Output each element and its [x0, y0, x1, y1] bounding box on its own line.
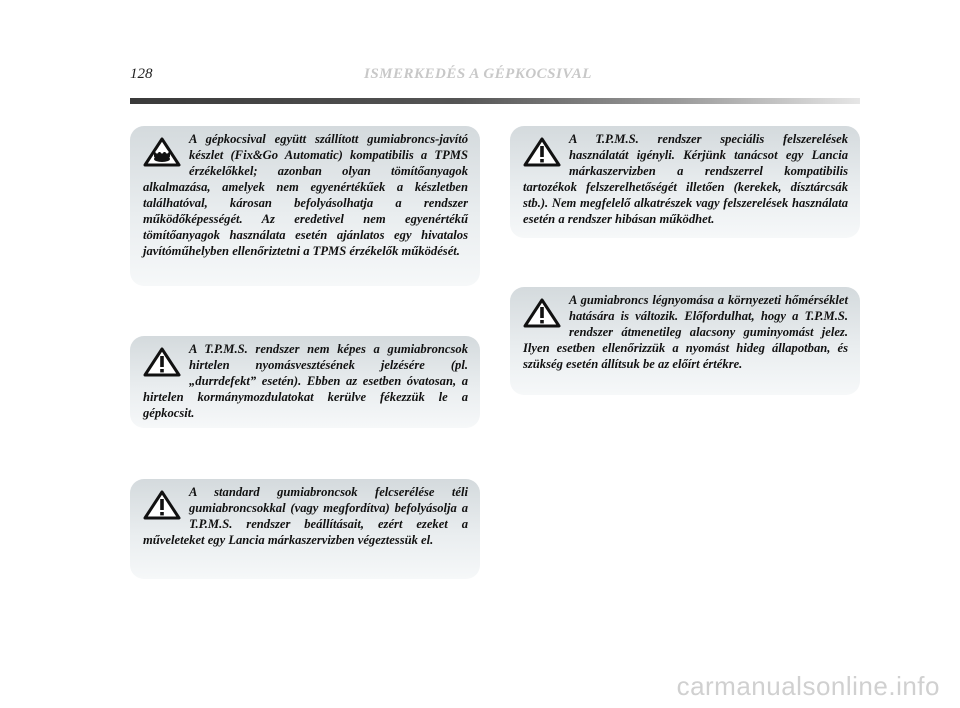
chapter-title: ISMERKEDÉS A GÉPKOCSIVAL [364, 66, 592, 82]
tire-warning-icon [143, 137, 181, 167]
warning-note-temperature [510, 287, 860, 395]
note-text: A gumiabroncs légnyomása a környezeti hőmérséklet hatására is változik. Előfordulhat, hogy a T.P.M.S. rendszer átmenetileg alacsony guminyomást jelez. Ilyen esetben ellenőrizzük a nyomást hideg állapotban, és szükség esetén állítsuk be az előírt értékre. [523, 293, 848, 371]
warning-note-sealant [130, 126, 480, 286]
warning-triangle-icon [523, 298, 561, 328]
note-text: A T.P.M.S. rendszer speciális felszerelések használatát igényli. Kérjünk tanácsot egy Lancia márkaszervizben a rendszerrel kompatibilis tartozékok felszerelhetőségét illetően (kerekek, dísztárcsák stb.). Nem megfelelő alkatrészek vagy felszerelések használata esetén a rendszer hibásan működhet. [523, 132, 848, 226]
note-text: A T.P.M.S. rendszer nem képes a gumiabroncsok hirtelen nyomásvesztésének jelzésére (pl. „durrdefekt” esetén). Ebben az esetben óvatosan, a hirtelen kormánymozdulatokat kerülve fékezzük le a gépkocsit. [143, 342, 468, 420]
warning-triangle-icon [143, 490, 181, 520]
note-text: A gépkocsival együtt szállított gumiabroncs-javító készlet (Fix&Go Automatic) kompatibilis a TPMS érzékelőkkel; azonban olyan tömítőanyagok alkalmazása, amelyek nem egyenértékűek a készletben találhatóval, károsan befolyásolhatja a rendszer működőképességét. Az eredetivel nem egyenértékű tömítőanyagok használata esetén ajánlatos egy hivatalos javítóműhelyben ellenőriztetni a TPMS érzékelők működését. [143, 132, 468, 258]
warning-triangle-icon [143, 347, 181, 377]
warning-note-sudden-pressure-loss [130, 336, 480, 428]
warning-note-special-equipment [510, 126, 860, 238]
header-rule [130, 98, 860, 104]
note-text: A standard gumiabroncsok felcserélése téli gumiabroncsokkal (vagy megfordítva) befolyásolja a T.P.M.S. rendszer beállításait, ezért ezeket a műveleteket egy Lancia márkaszervizben végeztessük el. [143, 485, 468, 547]
page-header [130, 66, 860, 90]
warning-triangle-icon [523, 137, 561, 167]
warning-note-winter-tyres [130, 479, 480, 579]
watermark: carmanualsonline.info [676, 671, 940, 701]
page-number: 128 [130, 66, 153, 82]
